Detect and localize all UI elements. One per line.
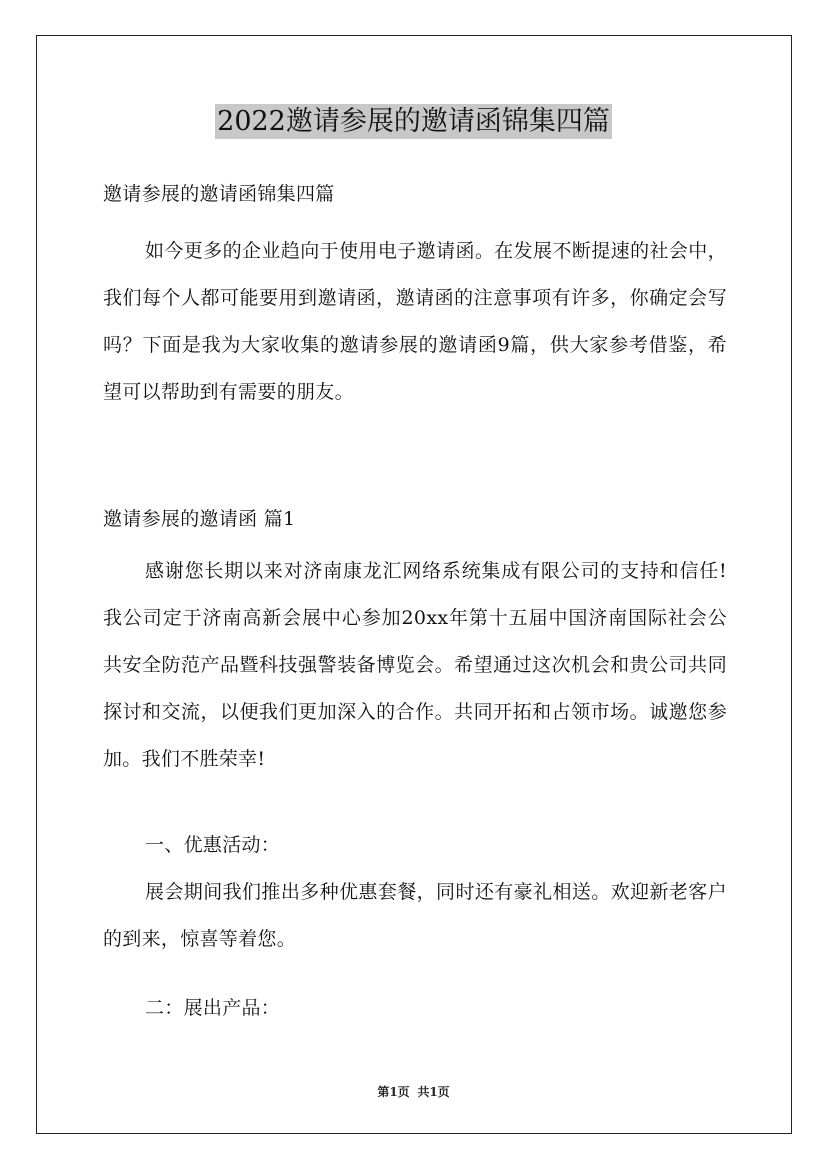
item-body-discounts: 展会期间我们推出多种优惠套餐，同时还有豪礼相送。欢迎新老客户的到来，惊喜等着您。: [103, 881, 727, 950]
intro-paragraph: 如今更多的企业趋向于使用电子邀请函。在发展不断提速的社会中，我们每个人都可能要用到邀请函，邀请函的注意事项有许多，你确定会写吗？下面是我为大家收集的邀请参展的邀请函9篇，供大家参考借鉴，希望可以帮助到有需要的朋友。: [103, 240, 727, 403]
page-footer: [0, 1084, 827, 1100]
page-number: 第1页: [377, 1085, 410, 1099]
item-heading-products: 二：展出产品：: [145, 997, 281, 1019]
document-subtitle: 邀请参展的邀请函锦集四篇: [103, 183, 335, 205]
item-heading-discounts: 一、优惠活动：: [145, 834, 281, 856]
document-title-text: 2022邀请参展的邀请函锦集四篇: [217, 106, 610, 137]
section-paragraph: 感谢您长期以来对济南康龙汇网络系统集成有限公司的支持和信任!我公司定于济南高新会展中心参加20xx年第十五届中国济南国际社会公共安全防范产品暨科技强警装备博览会。希望通过这次机会和贵公司共同探讨和交流，以便我们更加深入的合作。共同开拓和占领市场。诚邀您参加。我们不胜荣幸!: [103, 560, 727, 770]
section-heading: 邀请参展的邀请函 篇1: [103, 508, 296, 530]
document-title: [0, 102, 827, 142]
page-total: 共1页: [417, 1085, 450, 1099]
